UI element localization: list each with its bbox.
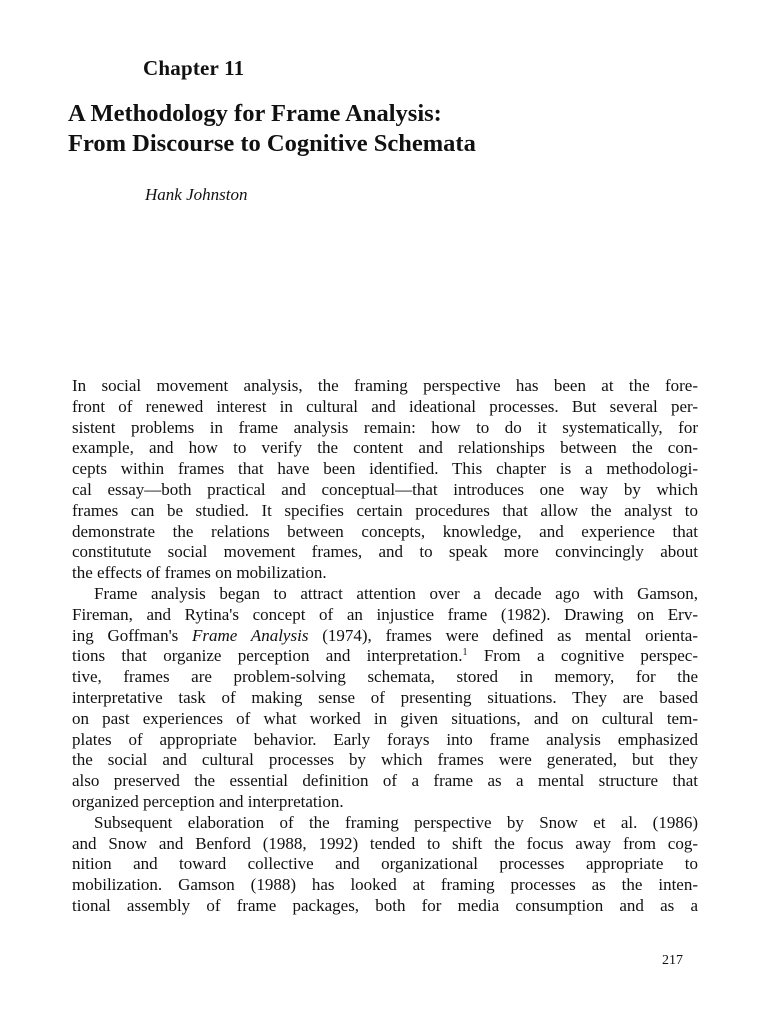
text-line: the effects of frames on mobilization. bbox=[72, 563, 327, 583]
text-line: interpretative task of making sense of presenting situations. They are based bbox=[72, 687, 698, 707]
text-line: Subsequent elaboration of the framing perspective by Snow et al. (1986) bbox=[94, 812, 698, 832]
text-line: example, and how to verify the content and relationships between the con- bbox=[72, 438, 698, 458]
chapter-label: Chapter 11 bbox=[143, 56, 245, 80]
text-line: frames can be studied. It specifies certain procedures that allow the analyst to bbox=[72, 500, 698, 520]
chapter-title-line-2: From Discourse to Cognitive Schemata bbox=[68, 130, 476, 157]
text-line: demonstrate the relations between concepts, knowledge, and experience that bbox=[72, 521, 698, 541]
text-line: cal essay—both practical and conceptual—that introduces one way by which bbox=[72, 479, 698, 499]
chapter-title-line-1: A Methodology for Frame Analysis: bbox=[68, 100, 442, 127]
text-line: Frame analysis began to attract attention over a decade ago with Gamson, bbox=[94, 583, 698, 603]
text-line: tive, frames are problem-solving schemata, stored in memory, for the bbox=[72, 667, 698, 687]
footnote-marker[interactable]: 1 bbox=[462, 647, 468, 659]
text-line: In social movement analysis, the framing perspective has been at the fore- bbox=[72, 376, 698, 395]
text-line-with-footnote bbox=[72, 646, 698, 667]
text-fragment: tions that organize perception and interpretation. bbox=[72, 646, 463, 666]
text-line: Fireman, and Rytina's concept of an injustice frame (1982). Drawing on Erv- bbox=[72, 604, 698, 624]
text-fragment: From a cognitive perspec- bbox=[467, 646, 699, 666]
text-line: and Snow and Benford (1988, 1992) tended to shift the focus away from cog- bbox=[72, 833, 698, 853]
text-line: front of renewed interest in cultural and ideational processes. But several per- bbox=[72, 396, 698, 416]
text-line: the social and cultural processes by which frames were generated, but they bbox=[72, 750, 698, 770]
body-text bbox=[72, 376, 698, 917]
text-line: plates of appropriate behavior. Early forays into frame analysis emphasized bbox=[72, 729, 698, 749]
book-title: Frame Analysis bbox=[192, 625, 309, 645]
text-fragment: ing Goffman's bbox=[72, 625, 193, 645]
text-line: on past experiences of what worked in given situations, and on cultural tem- bbox=[72, 708, 698, 728]
text-line: tional assembly of frame packages, both for media consumption and as a bbox=[72, 895, 698, 915]
text-line: sistent problems in frame analysis remain: how to do it systematically, for bbox=[72, 417, 698, 437]
text-line: organized perception and interpretation. bbox=[72, 791, 344, 811]
text-line: constitutute social movement frames, and to speak more convincingly about bbox=[72, 542, 698, 562]
text-line: also preserved the essential definition of a frame as a mental structure that bbox=[72, 771, 698, 791]
text-line: mobilization. Gamson (1988) has looked at framing processes as the inten- bbox=[72, 875, 698, 895]
author-name: Hank Johnston bbox=[145, 185, 248, 204]
chapter-title bbox=[68, 99, 708, 159]
text-line: cepts within frames that have been identified. This chapter is a methodologi- bbox=[72, 459, 698, 479]
page-number: 217 bbox=[662, 953, 683, 968]
text-fragment: (1974), frames were defined as mental orienta- bbox=[308, 625, 699, 645]
text-line: nition and toward collective and organizational processes appropriate to bbox=[72, 854, 698, 874]
text-line-with-citation bbox=[72, 626, 698, 647]
